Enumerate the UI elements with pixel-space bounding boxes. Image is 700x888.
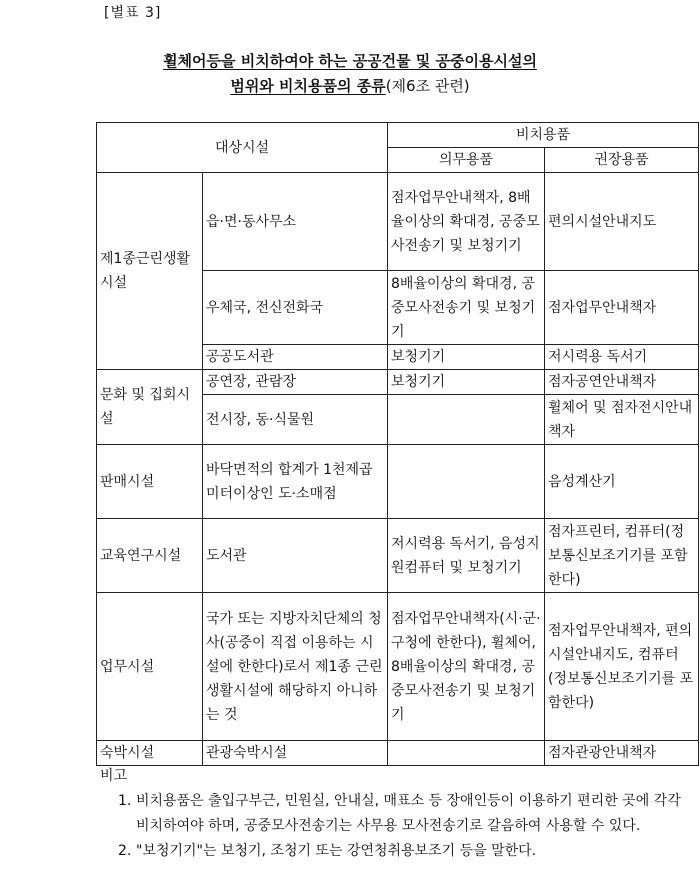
facility-cell: 공공도서관 <box>203 345 388 370</box>
facility-cell: 읍·면·동사무소 <box>203 173 388 271</box>
recommended-cell: 점자관광안내책자 <box>545 741 699 766</box>
required-cell: 보청기기 <box>388 345 545 370</box>
required-cell: 보청기기 <box>388 370 545 395</box>
category-cell: 업무시설 <box>97 593 203 741</box>
note-item <box>116 789 695 839</box>
required-cell: 점자업무안내책자(시·군·구청에 한한다), 휠체어, 8배율이상의 확대경, 공중모사전송기 및 보청기기 <box>388 593 545 741</box>
note-number: 1. <box>118 793 132 809</box>
required-cell <box>388 395 545 445</box>
facility-cell: 바닥면적의 합계가 1천제곱미터이상인 도·소매점 <box>203 445 388 519</box>
title-line1-text: 휠체어등을 비치하여야 하는 공공건물 및 공중이용시설의 <box>163 52 537 70</box>
category-cell: 교육연구시설 <box>97 519 203 593</box>
category-cell: 문화 및 집회시설 <box>97 370 203 445</box>
facility-cell: 공연장, 관람장 <box>203 370 388 395</box>
required-cell: 점자업무안내책자, 8배율이상의 확대경, 공중모사전송기 및 보청기기 <box>388 173 545 271</box>
facility-cell: 전시장, 동·식물원 <box>203 395 388 445</box>
annex-tag: [별표 3] <box>104 5 162 21</box>
facility-cell: 도서관 <box>203 519 388 593</box>
facility-cell: 우체국, 전신전화국 <box>203 271 388 345</box>
recommended-cell: 점자업무안내책자, 편의시설안내지도, 컴퓨터(정보통신보조기기를 포함한다) <box>545 593 699 741</box>
category-cell: 제1종근린생활시설 <box>97 173 203 370</box>
facility-cell: 국가 또는 지방자치단체의 청사(공중이 직접 이용하는 시설에 한한다)로서 제1종 근린생활시설에 해당하지 아니하는 것 <box>203 593 388 741</box>
note-text: 비치용품은 출입구부근, 민원실, 안내실, 매표소 등 장애인등이 이용하기 편리한 곳에 각각 비치하여야 하며, 공중모사전송기는 사무용 모사전송기로 갈음하여 사용할 수 있다. <box>136 793 681 834</box>
notes-section <box>100 764 695 864</box>
required-cell <box>388 445 545 519</box>
equipment-table <box>96 122 699 766</box>
recommended-cell: 점자공연안내책자 <box>545 370 699 395</box>
required-cell: 8배율이상의 확대경, 공중모사전송기 및 보청기기 <box>388 271 545 345</box>
document-title-line2 <box>0 75 700 96</box>
title-line2-suffix: (제6조 관련) <box>385 77 470 95</box>
header-facility: 대상시설 <box>97 123 388 173</box>
header-recommended: 권장용품 <box>545 148 699 173</box>
recommended-cell: 점자업무안내책자 <box>545 271 699 345</box>
header-items: 비치용품 <box>388 123 699 148</box>
category-cell: 판매시설 <box>97 445 203 519</box>
facility-cell: 관광숙박시설 <box>203 741 388 766</box>
recommended-cell: 저시력용 독서기 <box>545 345 699 370</box>
note-text: "보청기기"는 보청기, 조청기 또는 강연청취용보조기 등을 말한다. <box>136 843 537 859</box>
required-cell <box>388 741 545 766</box>
recommended-cell: 음성계산기 <box>545 445 699 519</box>
header-required: 의무용품 <box>388 148 545 173</box>
note-number: 2. <box>118 843 132 859</box>
recommended-cell: 편의시설안내지도 <box>545 173 699 271</box>
recommended-cell: 휠체어 및 점자전시안내책자 <box>545 395 699 445</box>
required-cell: 저시력용 독서기, 음성지원컴퓨터 및 보청기기 <box>388 519 545 593</box>
notes-heading: 비고 <box>100 768 128 784</box>
document-title-line1 <box>0 50 700 71</box>
category-cell: 숙박시설 <box>97 741 203 766</box>
title-line2-text: 범위와 비치용품의 종류 <box>230 77 386 95</box>
recommended-cell: 점자프린터, 컴퓨터(정보통신보조기기를 포함한다) <box>545 519 699 593</box>
note-item <box>116 839 695 864</box>
